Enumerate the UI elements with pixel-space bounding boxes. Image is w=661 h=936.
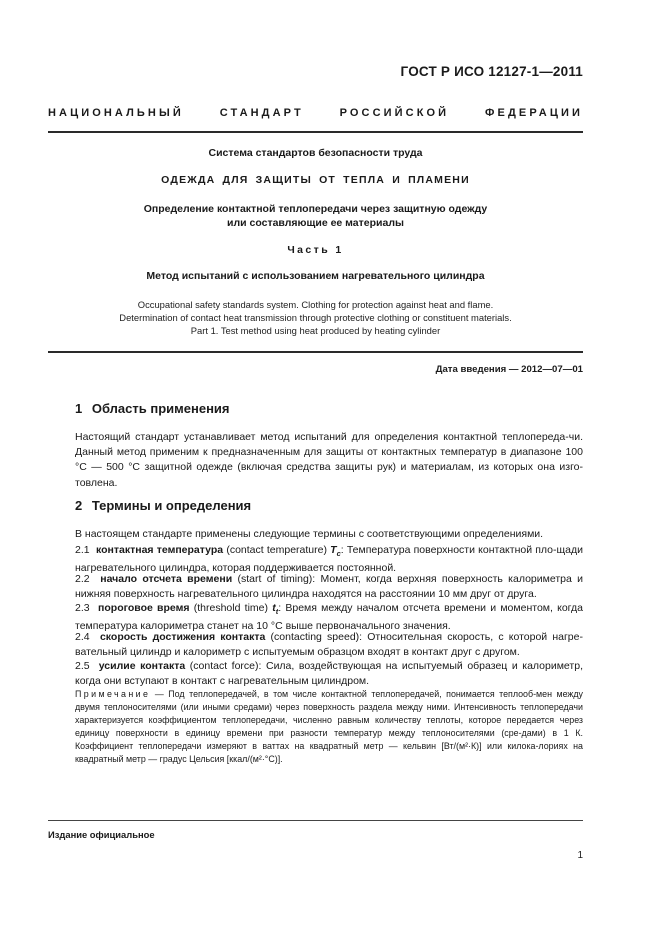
english-title <box>48 298 583 338</box>
term-number: 2.1 <box>75 544 90 556</box>
section-number: 2 <box>75 498 83 513</box>
section-number: 1 <box>75 401 83 416</box>
term-name: начало отсчета времени <box>100 573 233 585</box>
part-heading: Часть 1 <box>287 244 344 256</box>
document-number: ГОСТ Р ИСО 12127-1—2011 <box>400 64 583 79</box>
header-rule <box>48 131 583 133</box>
term-definition: : Сила, воздействующая на испытуемый образец и калориметр, когда они вступают в контакт с нагревательным цилиндром. <box>75 660 583 688</box>
note <box>75 688 583 767</box>
footer-rule <box>48 820 583 821</box>
term-2-5 <box>75 659 583 689</box>
term-definition: : Время между началом отсчета времени и моментом, когда температура калориметра станет на 10 °С выше первоначального значения. <box>75 602 584 633</box>
english-title-line: Part 1. Test method using heat produced by heating cylinder <box>190 325 441 337</box>
section-title: Термины и определения <box>91 498 252 513</box>
section-1-text <box>75 430 583 491</box>
symbol-letter: T <box>330 544 337 556</box>
standards-series: Система стандартов безопасности труда <box>208 147 423 159</box>
term-number: 2.3 <box>75 602 90 614</box>
term-definition: : Момент, когда верхняя поверхность калориметра и нижняя поверхность нагревательного цилиндра находятся на расстоянии 10 мм друг от друга. <box>75 573 584 601</box>
symbol-subscript: t <box>275 607 279 617</box>
sub-title-line: или составляющие ее материалы <box>227 217 404 229</box>
term-number: 2.4 <box>75 631 90 643</box>
term-name: пороговое время <box>98 602 190 614</box>
note-label: Примечание <box>75 689 151 699</box>
paragraph-text: Настоящий стандарт устанавливает метод испытаний для определения контактной теплопереда-чи. Данный метод применим к предназначенным для защиты от контактных температур в диапазоне 100 °С — 500 °С защитной одежде (включая средства защиты рук) и материалам, из которых она изго-товлена. <box>75 431 583 489</box>
note-text: — Под теплопередачей, в том числе контактной теплопередачей, понимается теплооб-мен между двумя теплоносителями (или иными средами) через поверхность раздела между ними. Интенсивность теплопередачи характеризуется коэффициентом теплопередачи, численно равным количеству теплоты, которое передается через единицу поверхности в единицу времени при разности температур между теплоносителями (сре-дами) в 1 К. Коэффициент теплопередачи измеряют в ваттах на квадратный метр — кельвин [Вт/(м²·К)] или килока-лориях на квадратный метр — градус Цельсия [ккал/(м²·°С)]. <box>75 689 583 765</box>
term-name: скорость достижения контакта <box>99 631 266 643</box>
national-standard-heading: НАЦИОНАЛЬНЫЙ СТАНДАРТ РОССИЙСКОЙ ФЕДЕРАЦИИ <box>48 107 583 119</box>
section-title: Область применения <box>91 401 230 416</box>
sub-title-line: Определение контактной теплопередачи через защитную одежду <box>143 203 488 215</box>
term-english: (contact temperature) <box>226 544 327 556</box>
sub-title <box>48 202 583 230</box>
title-rule <box>48 351 583 353</box>
introduction-date: Дата введения — 2012—07—01 <box>435 364 583 375</box>
edition-label: Издание официальное <box>48 829 155 840</box>
page-number: 1 <box>577 850 583 861</box>
term-number: 2.5 <box>75 660 90 672</box>
term-english: (threshold time) <box>193 602 268 614</box>
english-title-line: Determination of contact heat transmission through protective clothing or constituent materials. <box>119 312 512 324</box>
paragraph-text: В настоящем стандарте применены следующие термины с соответствующими определениями. <box>75 528 544 540</box>
section-1-heading <box>75 401 230 416</box>
symbol-subscript: c <box>336 549 341 559</box>
term-name: контактная температура <box>95 544 224 556</box>
term-2-2 <box>75 572 583 602</box>
term-english: (contact force) <box>189 660 259 672</box>
main-title: ОДЕЖДА ДЛЯ ЗАЩИТЫ ОТ ТЕПЛА И ПЛАМЕНИ <box>161 174 470 186</box>
section-2-heading <box>75 498 251 513</box>
term-number: 2.2 <box>75 573 90 585</box>
term-definition: : Относительная скорость, с которой нагре-вательный цилиндр и калориметр с испытуемым образцом входят в контакт друг с другом. <box>75 631 583 659</box>
term-symbol <box>330 544 341 559</box>
term-english: (contacting speed) <box>270 631 360 643</box>
english-title-line: Occupational safety standards system. Clothing for protection against heat and flame. <box>137 299 494 310</box>
term-definition: : Температура поверхности контактной пло-щади нагревательного цилиндра, которая поддерживается постоянной. <box>75 544 583 575</box>
term-2-4 <box>75 630 583 660</box>
term-name: усилие контакта <box>98 660 186 672</box>
term-english: (start of timing) <box>237 573 313 585</box>
symbol-letter: t <box>272 602 276 614</box>
method-title: Метод испытаний с использованием нагревательного цилиндра <box>146 270 485 282</box>
section-2-intro <box>75 527 583 542</box>
